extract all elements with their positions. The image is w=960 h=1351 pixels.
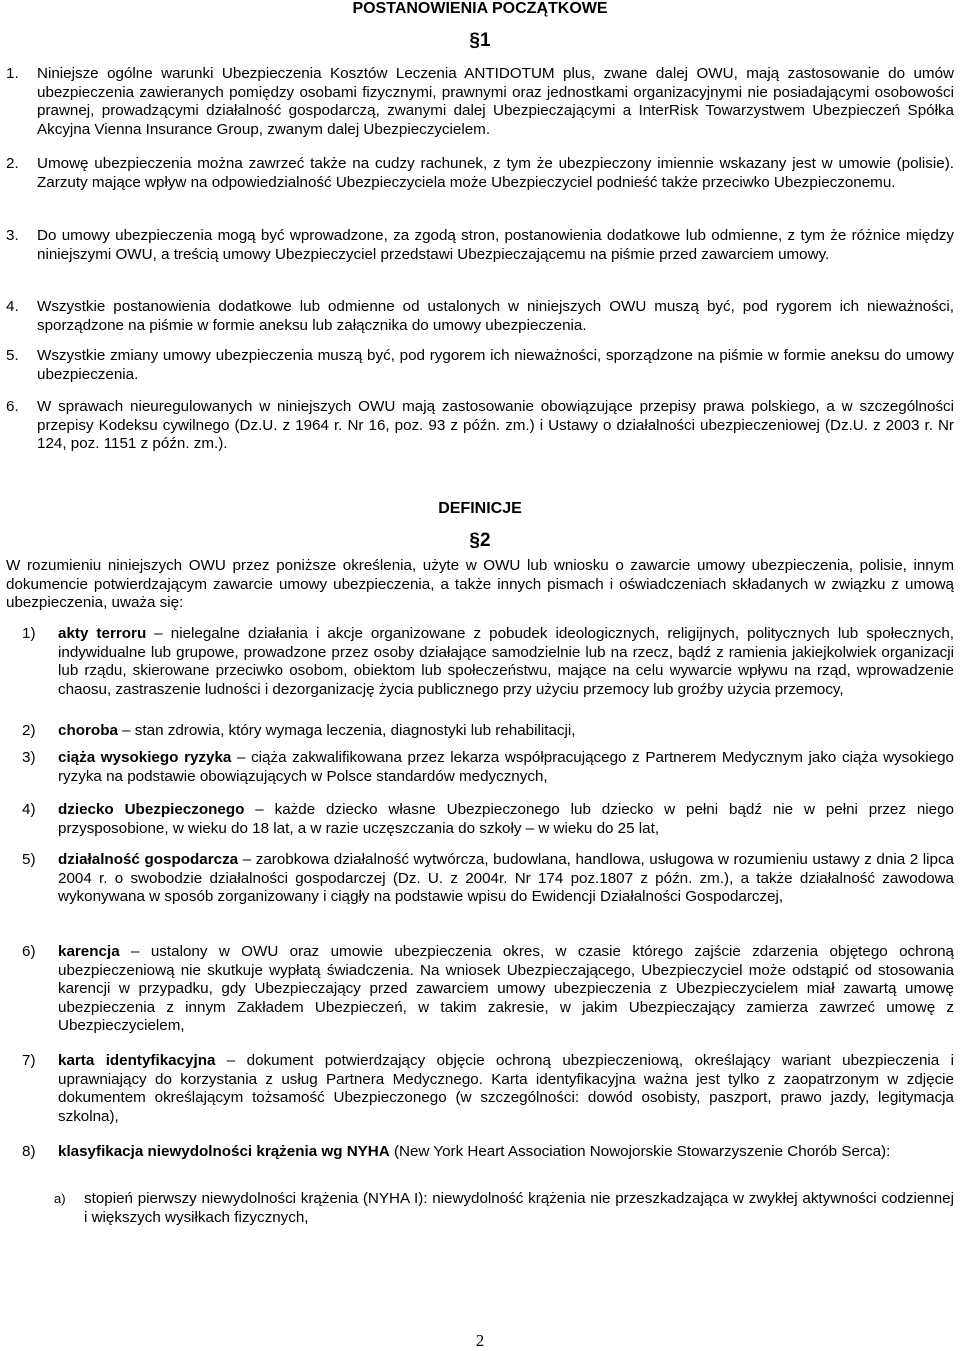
definition-7 [22, 1052, 954, 1126]
definition-number: 8) [22, 1143, 36, 1160]
subitem-text: stopień pierwszy niewydolności krążenia (NYHA I): niewydolność krążenia nie przeszkadzająca w zwykłej aktywności codziennej i większych wysiłkach fizycznych, [84, 1190, 954, 1226]
definition-number: 3) [22, 749, 36, 766]
definition-term: ciąża wysokiego ryzyka [58, 749, 232, 766]
definition-number: 7) [22, 1052, 36, 1069]
provision-6 [6, 398, 954, 454]
definition-text: – stan zdrowia, który wymaga leczenia, diagnostyki lub rehabilitacji, [117, 722, 576, 739]
definition-term: karta identyfikacyjna [58, 1052, 216, 1069]
definition-text: (New York Heart Association Nowojorskie Stowarzyszenie Chorób Serca): [389, 1143, 891, 1160]
paragraph-symbol-1: §1 [469, 30, 491, 51]
provision-text: Niniejsze ogólne warunki Ubezpieczenia Kosztów Leczenia ANTIDOTUM plus, zwane dalej OWU, mają zastosowanie do umów ubezpieczenia zawieranych pomiędzy osobami fizycznymi, prawnymi oraz jednostkami organizacyjnymi nie posiadającymi osobowości prawnej, prowadzącymi działalność gospodarczą, zwanymi dalej Ubezpieczającymi a InterRisk Towarzystwem Ubezpieczeń Spółka Akcyjna Vienna Insurance Group, zwanym dalej Ubezpieczycielem. [37, 65, 954, 138]
definition-8 [22, 1143, 954, 1162]
definition-text: – zarobkowa działalność wytwórcza, budowlana, handlowa, usługowa w rozumieniu ustawy z dnia 2 lipca 2004 r. o swobodzie działalności gospodarczej (Dz. U. z 2004r. Nr 174 poz.1807 z późn. zm.), a także działalność zawodowa wykonywana w sposób zorganizowany i ciągły na podstawie wpisu do Ewidencji Działalności Gospodarczej, [58, 851, 954, 906]
provision-number: 5. [6, 347, 19, 364]
provision-4 [6, 298, 954, 335]
provision-3 [6, 227, 954, 264]
definition-5 [22, 851, 954, 907]
provision-number: 3. [6, 227, 19, 244]
provision-5 [6, 347, 954, 384]
definition-4 [22, 801, 954, 838]
page-number: 2 [475, 1331, 485, 1350]
provision-1 [6, 65, 954, 139]
definition-1 [22, 625, 954, 699]
definition-term: klasyfikacja niewydolności krążenia wg NYHA [58, 1143, 390, 1160]
definition-text: – ustalony w OWU oraz umowie ubezpieczenia okres, w czasie którego zajście zdarzenia objętego ochroną ubezpieczeniową nie skutkuje wypłatą świadczenia. Na wniosek Ubezpieczającego, Ubezpieczyciel może odstąpić od stosowania karencji w przypadku, gdy Ubezpieczający przed zawarciem umowy ubezpieczenia z Ubezpieczycielem miał zawartą umowę ubezpieczenia z innym Zakładem Ubezpieczeń, w takim zakresie, w jakim Ubezpieczający zamierza zawrzeć umowę z Ubezpieczycielem, [58, 943, 954, 1035]
definition-term: choroba [58, 722, 118, 739]
provision-2 [6, 155, 954, 192]
definition-term: akty terroru [58, 625, 147, 642]
section-heading-definitions: DEFINICJE [438, 500, 522, 517]
provision-text: Umowę ubezpieczenia można zawrzeć także na cudzy rachunek, z tym że ubezpieczony imiennie wskazany jest w umowie (polisie). Zarzuty mające wpływ na odpowiedzialność Ubezpieczyciela może Ubezpieczyciel podnieść także przeciwko Ubezpieczonemu. [37, 155, 954, 191]
definition-6 [22, 943, 954, 1036]
definition-number: 4) [22, 801, 36, 818]
definition-number: 2) [22, 722, 36, 739]
definition-term: dziecko Ubezpieczonego [58, 801, 245, 818]
definition-number: 1) [22, 625, 36, 642]
definition-text: – dokument potwierdzający objęcie ochroną ubezpieczeniową, określający wariant ubezpieczenia i uprawniający do korzystania z usług Partnera Medycznego. Karta identyfikacyjna ważna jest tylko z zaopatrzonym w zdjęcie dokumentem określającym tożsamość Ubezpieczonego (w szczególności: dowód osobisty, paszport, prawo jazdy, legitymacja szkolna), [58, 1052, 954, 1125]
provision-text: Wszystkie zmiany umowy ubezpieczenia muszą być, pod rygorem ich nieważności, sporządzone na piśmie w formie aneksu do umowy ubezpieczenia. [37, 347, 954, 383]
provision-text: Wszystkie postanowienia dodatkowe lub odmienne od ustalonych w niniejszych OWU muszą być, pod rygorem ich nieważności, sporządzone na piśmie w formie aneksu lub załącznika do umowy ubezpieczenia. [37, 298, 954, 334]
definition-3 [22, 749, 954, 786]
definitions-intro: W rozumieniu niniejszych OWU przez poniższe określenia, użyte w OWU lub wniosku o zawarcie umowy ubezpieczenia, polisie, innym dokumencie potwierdzającym zawarcie umowy ubezpieczenia, a także innych pismach i oświadczeniach składanych w związku z umową ubezpieczenia, uważa się: [6, 557, 954, 612]
section-heading-initial-provisions: POSTANOWIENIA POCZĄTKOWE [352, 0, 608, 17]
provision-number: 1. [6, 65, 19, 82]
paragraph-symbol-2: §2 [469, 530, 491, 551]
provision-text: W sprawach nieuregulowanych w niniejszych OWU mają zastosowanie obowiązujące przepisy prawa polskiego, a w szczególności przepisy Kodeksu cywilnego (Dz.U. z 1964 r. Nr 16, poz. 93 z późn. zm.) i Ustawy o działalności ubezpieczeniowej (Dz.U. z 2003 r. Nr 124, poz. 1151 z późn. zm.). [37, 398, 954, 453]
provision-text: Do umowy ubezpieczenia mogą być wprowadzone, za zgodą stron, postanowienia dodatkowe lub odmienne, z tym że różnice między niniejszymi OWU, a treścią umowy Ubezpieczyciel przedstawi Ubezpieczającemu na piśmie przed zawarciem umowy. [37, 227, 954, 263]
definition-text: – każde dziecko własne Ubezpieczonego lub dziecko w pełni bądź nie w pełni przez niego przysposobione, w wieku do 18 lat, a w razie uczęszczania do szkoły – w wieku do 25 lat, [58, 801, 954, 837]
definition-term: karencja [58, 943, 120, 960]
provision-number: 6. [6, 398, 19, 415]
definition-text: – ciąża zakwalifikowana przez lekarza współpracującego z Partnerem Medycznym jako ciąża wysokiego ryzyka na podstawie obowiązujących w Polsce standardów medycznych, [58, 749, 954, 785]
definition-number: 5) [22, 851, 36, 868]
provision-number: 2. [6, 155, 19, 172]
definition-term: działalność gospodarcza [58, 851, 239, 868]
definition-number: 6) [22, 943, 36, 960]
definition-text: – nielegalne działania i akcje organizowane z pobudek ideologicznych, religijnych, politycznych lub społecznych, indywidualne lub grupowe, prowadzone przez osoby działające samodzielnie lub na rzecz, bądź z ramienia jakiejkolwiek organizacji lub rządu, skierowane przeciwko osobom, obiektom lub społeczeństwu, mające na celu wywarcie wpływu na rząd, wprowadzenie chaosu, zastraszenie ludności i dezorganizację życia publicznego przy użyciu przemocy lub groźby użycia przemocy, [58, 625, 954, 698]
subitem-letter: a) [54, 1191, 66, 1206]
provision-number: 4. [6, 298, 19, 315]
definition-8a [54, 1190, 954, 1227]
definition-2 [22, 722, 954, 741]
